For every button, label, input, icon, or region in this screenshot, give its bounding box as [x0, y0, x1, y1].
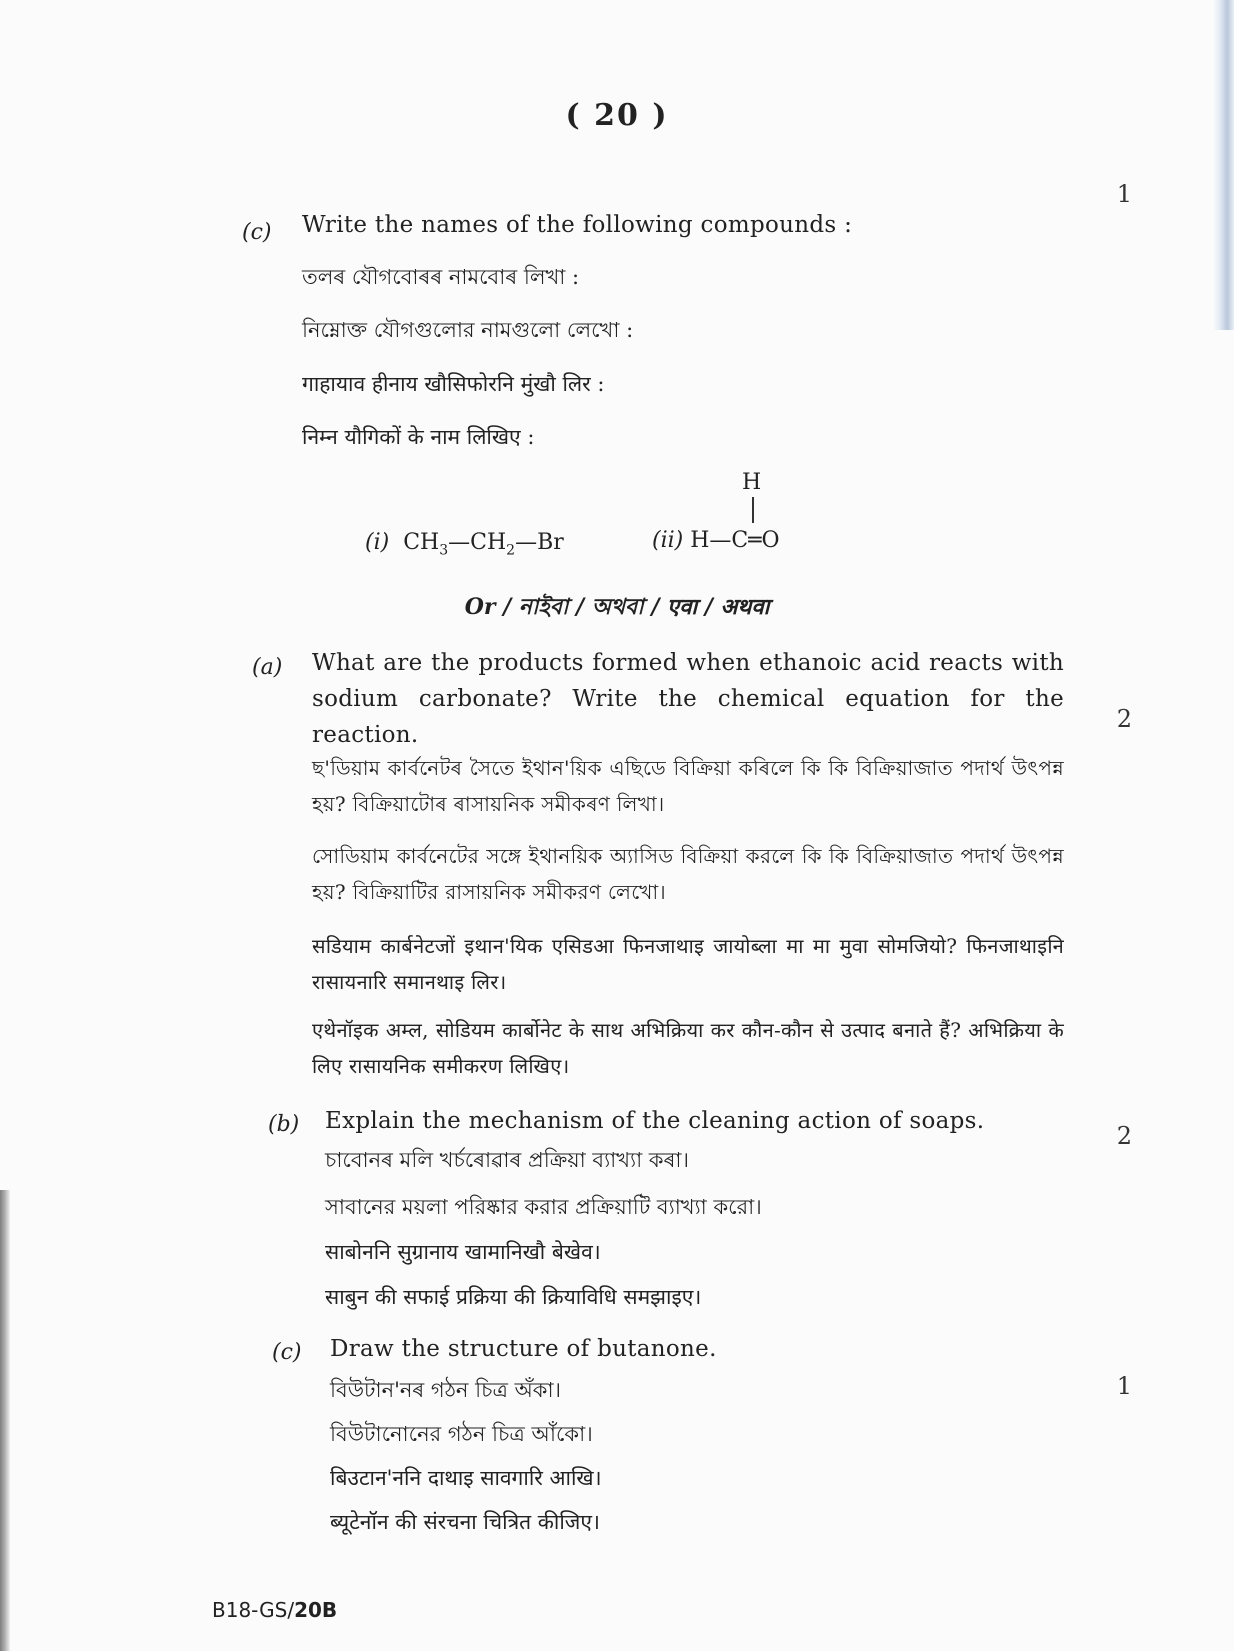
compound-i	[365, 530, 564, 558]
question-a-hindi: एथेनॉइक अम्ल, सोडियम कार्बोनेट के साथ अभिक्रिया कर कौन-कौन से उत्पाद बनाते हैं? अभिक्रिया के लिए रासायनिक समीकरण लिखिए।	[312, 1018, 1064, 1078]
question-a-bodo: सडियाम कार्बनेटजों इथान'यिक एसिडआ फिनजाथाइ जायोब्ला मा मा मुवा सोमजियो? फिनजाथाइनि रासायनारि समानथाइ लिर।	[312, 934, 1064, 994]
question-c1-mark: 1	[1116, 180, 1132, 208]
question-b-label: (b)	[268, 1112, 300, 1137]
compound-i-formula: $CH_3—CH_2—Br$	[396, 530, 564, 559]
compound-ii	[652, 528, 780, 553]
footer-paper-code	[212, 1598, 337, 1622]
question-c2-assamese: বিউটান'নৰ গঠন চিত্ৰ অঁকা।	[330, 1378, 562, 1402]
question-b-english: Explain the mechanism of the cleaning action of soaps.	[325, 1108, 985, 1134]
question-b-mark: 2	[1116, 1122, 1132, 1150]
question-a-mark: 2	[1116, 705, 1132, 733]
question-c2-bodo: बिउटान'ननि दाथाइ सावगारि आखि।	[330, 1466, 602, 1490]
or-divider: Or / নাইবা / অথবা / एवा / अथवा	[464, 594, 770, 620]
compound-i-label: (i)	[365, 530, 390, 555]
scan-edge-shadow-right	[1212, 0, 1234, 330]
question-b-hindi: साबुन की सफाई प्रक्रिया की क्रियाविधि समझाइए।	[325, 1285, 702, 1309]
question-c1-bengali: নিম্নোক্ত যৌগগুলোর নামগুলো লেখো :	[302, 318, 634, 342]
question-c2-bengali: বিউটানোনের গঠন চিত্র আঁকো।	[330, 1422, 593, 1446]
question-c2-label: (c)	[272, 1340, 302, 1365]
compound-ii-top-h: H	[742, 470, 762, 495]
question-c2-english: Draw the structure of butanone.	[330, 1336, 717, 1362]
question-a-assamese: ছ'ডিয়াম কাৰ্বনেটৰ সৈতে ইথান'য়িক এছিডে বিক্ৰিয়া কৰিলে কি কি বিক্ৰিয়াজাত পদাৰ্থ উৎপন্ন হয়? বিক্ৰিয়াটোৰ ৰাসায়নিক সমীকৰণ লিখা।	[312, 756, 1064, 816]
scan-edge-shadow-left	[0, 1190, 10, 1651]
question-a-label: (a)	[252, 655, 283, 680]
question-c1-assamese: তলৰ যৌগবোৰৰ নামবোৰ লিখা :	[302, 265, 580, 289]
compound-ii-label: (ii)	[652, 528, 684, 553]
question-a-english: What are the products formed when ethanoic acid reacts with sodium carbonate? Write the chemical equation for the reaction.	[312, 650, 1064, 748]
compound-ii-formula: H—C═O	[690, 528, 780, 553]
footer-code-suffix: 20B	[294, 1598, 338, 1622]
question-b-bengali: সাবানের ময়লা পরিষ্কার করার প্রক্রিয়াটি ব্যাখ্যা করো।	[325, 1195, 762, 1219]
question-a-bengali: সোডিয়াম কার্বনেটের সঙ্গে ইথানয়িক অ্যাসিড বিক্রিয়া করলে কি কি বিক্রিয়াজাত পদার্থ উৎপন্ন হয়? বিক্রিয়াটির রাসায়নিক সমীকরণ লেখো।	[312, 844, 1064, 904]
footer-code-prefix: B18-GS/	[212, 1598, 295, 1622]
question-c2-hindi: ब्यूटेनॉन की संरचना चित्रित कीजिए।	[330, 1510, 600, 1534]
question-c1-label: (c)	[242, 220, 272, 245]
question-b-bodo: साबोननि सुग्रानाय खामानिखौ बेखेव।	[325, 1240, 601, 1264]
question-c1-bodo: गाहायाव हीनाय खौसिफोरनि मुंखौ लिर :	[302, 372, 605, 396]
question-c1-english: Write the names of the following compounds :	[302, 212, 853, 238]
question-c2-mark: 1	[1116, 1372, 1132, 1400]
question-c1-hindi: निम्न यौगिकों के नाम लिखिए :	[302, 425, 535, 449]
page-number: ( 20 )	[565, 98, 669, 133]
compound-ii-bond-line	[752, 497, 754, 523]
question-b-assamese: চাবোনৰ মলি খৰ্চৰোৱাৰ প্ৰক্ৰিয়া ব্যাখ্যা কৰা।	[325, 1148, 690, 1172]
